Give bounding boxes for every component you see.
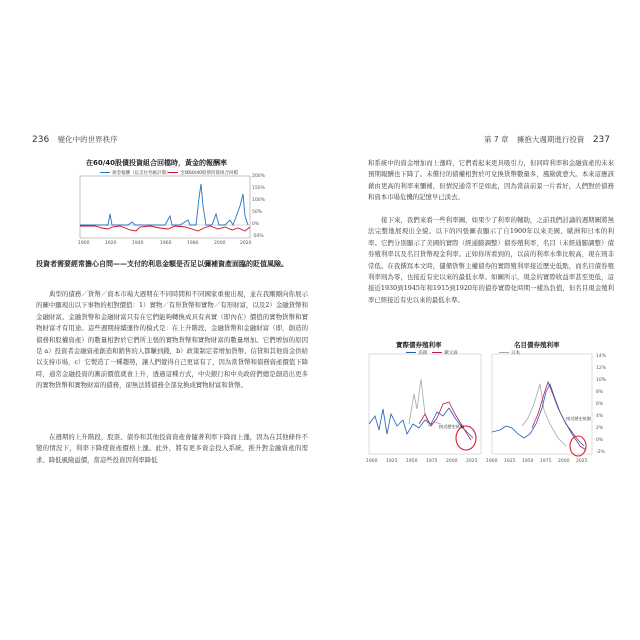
gold-legend-swatch [100,172,110,173]
nominal-x-tick: 2025 [576,459,588,464]
left-paragraph-1: 典型的債務／貨幣／資本市場大週期在不同時間和不同國家重複出現，並在我剛剛向你展示的圖中顯現出以下事物的相對價值：1）實物／有形貨幣和實物／有形財富，以及2）金融貨幣和金融財富。金融貨幣和金融財富只有在它們能夠轉換成具有真實（即內在）價值的實物貨幣和實物財富才有用途。這些週期持續運作的模式是：在上升階段，金融貨幣和金融財富（即，創造的債務和股權資產）的數量相對於它們所主張的實物貨幣和實物財富的數量增加。它們增加的原因是 a）投資者金融資產創造和銷售的人都賺到錢，b）政策制定者增加貨幣、信貸和其他資金供給以支持市場，c）它製造了一種趨勢，讓人們覺得自己更富有了，因為當貨幣和債務資產價值下降時，通常金融投資的漸前價值就會上升，透過這種方式，中央銀行和中央政府們總是創造出更多的實物貨幣和實物財富的債務，卻無法將債務全部兌換成實物財富和貨幣。 [36,290,308,390]
real-yield-us-series [369,408,473,438]
nominal-yield-annotation: 接近歷史低點 [566,416,592,421]
gold-return-series [80,184,248,225]
real-yield-chart [369,354,481,458]
book-spread [26,124,616,469]
europe-legend-swatch [432,352,442,353]
gold-chart-legend-drawdown: 全球60/40股債投資組合回檔 [168,170,238,176]
gold-x-tick: 1920 [105,241,117,246]
gold-chart-legend-gold: 黃金報酬（以支付外匯計價） [100,170,171,176]
real-yield-x-tick: 1950 [406,459,418,464]
real-yield-x-tick: 2000 [446,459,458,464]
gold-y-tick: 0% [252,222,260,227]
drawdown-legend-swatch [168,172,178,173]
nominal-yield-chart [492,354,592,458]
real-yield-x-tick: 2025 [466,459,478,464]
nominal-x-tick: 1900 [486,459,498,464]
japan-legend-swatch [499,352,509,353]
left-page [26,124,310,469]
nominal-y-tick: 0% [596,438,604,443]
nominal-y-tick: 6% [596,402,604,407]
page-number-left: 236 [32,135,50,145]
nominal-x-tick: 1925 [504,459,516,464]
gold-y-tick: -50% [252,234,264,239]
nominal-y-tick: 8% [596,390,604,395]
nominal-y-tick: 14% [596,354,607,359]
right-paragraph-1: 和系統中的資金增加而上漲時，它們看起來更具吸引力，但同時利率和金融資產的未來預期報酬也下降了。未償付的債權相對於可兌換貨幣數量多，風險就愈大。本來這應該藉由更高的利率來彌補，但情況通常不是如此，因為當前前景一片看好，人們對於債務和資本市場危機的記憶早已淡去。 [368,159,614,202]
nominal-y-tick: 10% [596,378,607,383]
book-title: 變化中的世界秩序 [57,135,118,144]
page-number-right: 237 [592,135,610,145]
left-paragraph-2: 在週期的上升階段，股票、債券和其他投資資產會隨著利率下降而上漲，因為在其他條件不變的情況下，利率下降使資產價格上漲。此外，將有更多資金投入系統，推升對金融資產的需求、降低風險溢價，當這些投資因利率降低 [36,433,308,464]
nominal-x-tick: 2000 [558,459,570,464]
nominal-x-tick: 1950 [522,459,534,464]
gold-x-tick: 1900 [78,241,90,246]
nominal-y-tick: -2% [596,450,605,455]
gold-x-tick: 1960 [160,241,172,246]
gold-chart-title: 在60/40股債投資組合回檔時，黃金的報酬率 [86,159,228,167]
section-heading: 投資者需要經常擔心自問——支付的利息金額是否足以彌補資產面臨的貶值風險。 [36,259,288,268]
gold-y-tick: 200% [252,174,265,179]
gold-y-tick: 50% [252,210,263,215]
nominal-y-tick: 12% [596,366,607,371]
real-yield-legend: 美國 歐元區 [406,350,458,356]
chapter-title: 擁抱大週期進行投資 [516,135,585,144]
real-yield-chart-title: 實際債券殖利率 [396,341,442,349]
gold-x-tick: 1980 [187,241,199,246]
real-yield-annotation: 接近歷史低點 [439,424,465,429]
us-legend-swatch [406,352,416,353]
nominal-yield-legend: 日本 [499,350,520,356]
gold-x-tick: 1940 [132,241,144,246]
right-running-head [484,134,616,145]
right-paragraph-2: 接下來，我們來看一些利率圖，如果少了利率的輔助，之前我們討論的週期圖將無法完整地展現出全貌。以下的四張圖表顯示了自1900年以來美國、歐洲和日本的利率。它們分別顯示了美國的實際（經通膨調整）債券殖利率，名目（未經通膨調整）債券殖利率以及名目貨幣現金利率。正如你所看到的，以前的利率水準比較高，現在則非常低。在我撰寫本文時，儲備貨幣主權債券的實際殖利率接近歷史低點，而名目債券殖利率則為零，也接近有史以來的最低水準。如圖所示，現金的實際收益率甚至更低，這接近1930到1945年和1915到1920年的債券實際化時期一樣為負值，但名目現金殖利率已經接近有史以來的最低水準。 [368,216,614,304]
left-running-head [26,134,118,145]
real-yield-x-tick: 1925 [386,459,398,464]
chapter-label: 第 7 章 [483,135,509,144]
gold-x-tick: 2020 [240,241,252,246]
gold-y-tick: 100% [252,198,265,203]
gold-y-tick: 150% [252,186,265,191]
nominal-x-tick: 1975 [540,459,552,464]
real-yield-x-tick: 1975 [426,459,438,464]
gold-x-tick: 2000 [214,241,226,246]
real-yield-x-tick: 1900 [366,459,378,464]
drawdown-series [80,226,250,231]
right-page [334,124,616,469]
nominal-y-tick: 2% [596,426,604,431]
nominal-yield-chart-title: 名目債券殖利率 [514,341,560,349]
gold-chart [80,176,250,248]
nominal-y-tick: 4% [596,414,604,419]
